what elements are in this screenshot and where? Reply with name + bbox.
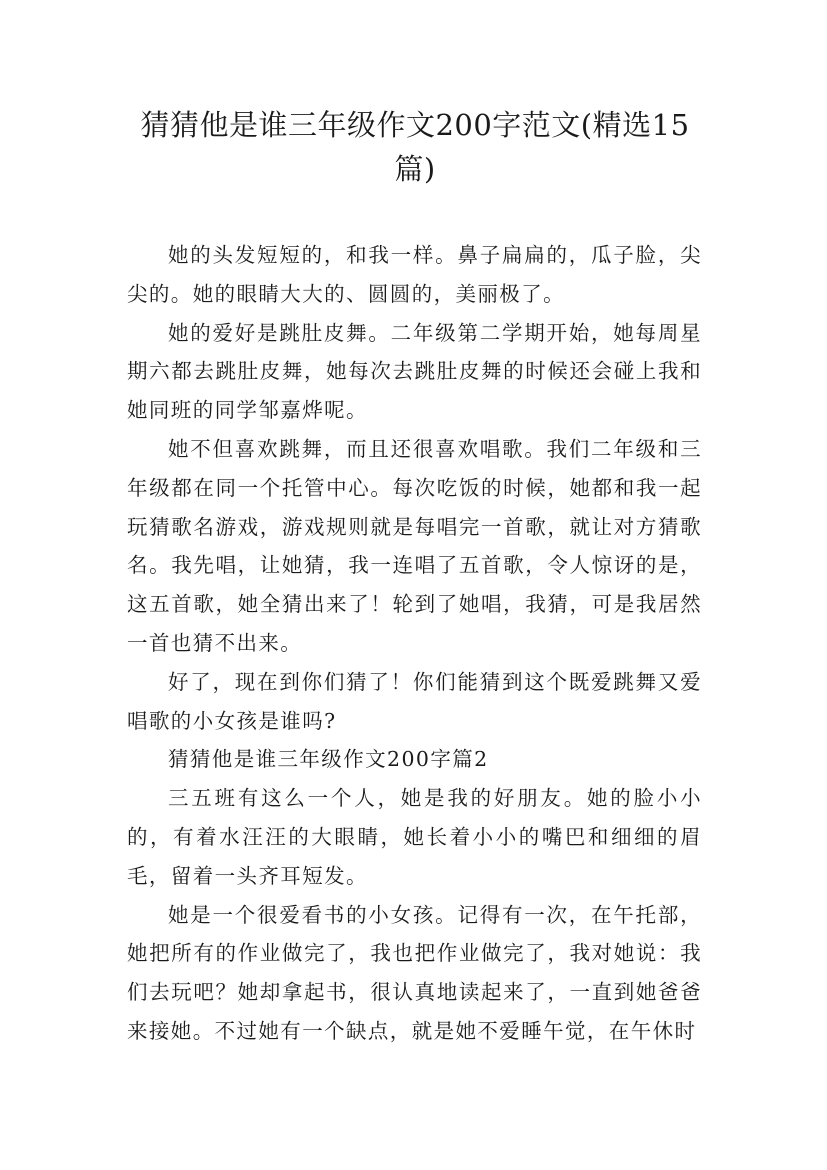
paragraph-5: 三五班有这么一个人，她是我的好朋友。她的脸小小的，有着水汪汪的大眼睛，她长着小小的嘴巴和细细的眉毛，留着一头齐耳短发。 xyxy=(127,786,702,888)
paragraph-6: 她是一个很爱看书的小女孩。记得有一次，在午托部，她把所有的作业做完了，我也把作业做完了，我对她说：我们去玩吧？她却拿起书，很认真地读起来了，一直到她爸爸来接她。不过她有一个缺点，就是她不爱睡午觉，在午休时 xyxy=(127,902,702,1043)
paragraph-3: 她不但喜欢跳舞，而且还很喜欢唱歌。我们二年级和三年级都在同一个托管中心。每次吃饭的时候，她都和我一起玩猜歌名游戏，游戏规则就是每唱完一首歌，就让对方猜歌名。我先唱，让她猜，我一连唱了五首歌，令人惊讶的是，这五首歌，她全猜出来了！轮到了她唱，我猜，可是我居然一首也猜不出来。 xyxy=(127,436,702,655)
paragraph-1: 她的头发短短的，和我一样。鼻子扁扁的，瓜子脸，尖尖的。她的眼睛大大的、圆圆的，美丽极了。 xyxy=(127,243,702,306)
document-title: 猜猜他是谁三年级作文200字范文(精选15篇) xyxy=(140,108,690,186)
paragraph-4: 好了，现在到你们猜了！你们能猜到这个既爱跳舞又爱唱歌的小女孩是谁吗? xyxy=(127,669,702,733)
section-heading-2: 猜猜他是谁三年级作文200字篇2 xyxy=(168,747,489,772)
document-body xyxy=(127,236,702,1051)
paragraph-2: 她的爱好是跳肚皮舞。二年级第二学期开始，她每周星期六都去跳肚皮舞，她每次去跳肚皮舞的时候还会碰上我和她同班的同学邹嘉烨呢。 xyxy=(127,320,702,423)
